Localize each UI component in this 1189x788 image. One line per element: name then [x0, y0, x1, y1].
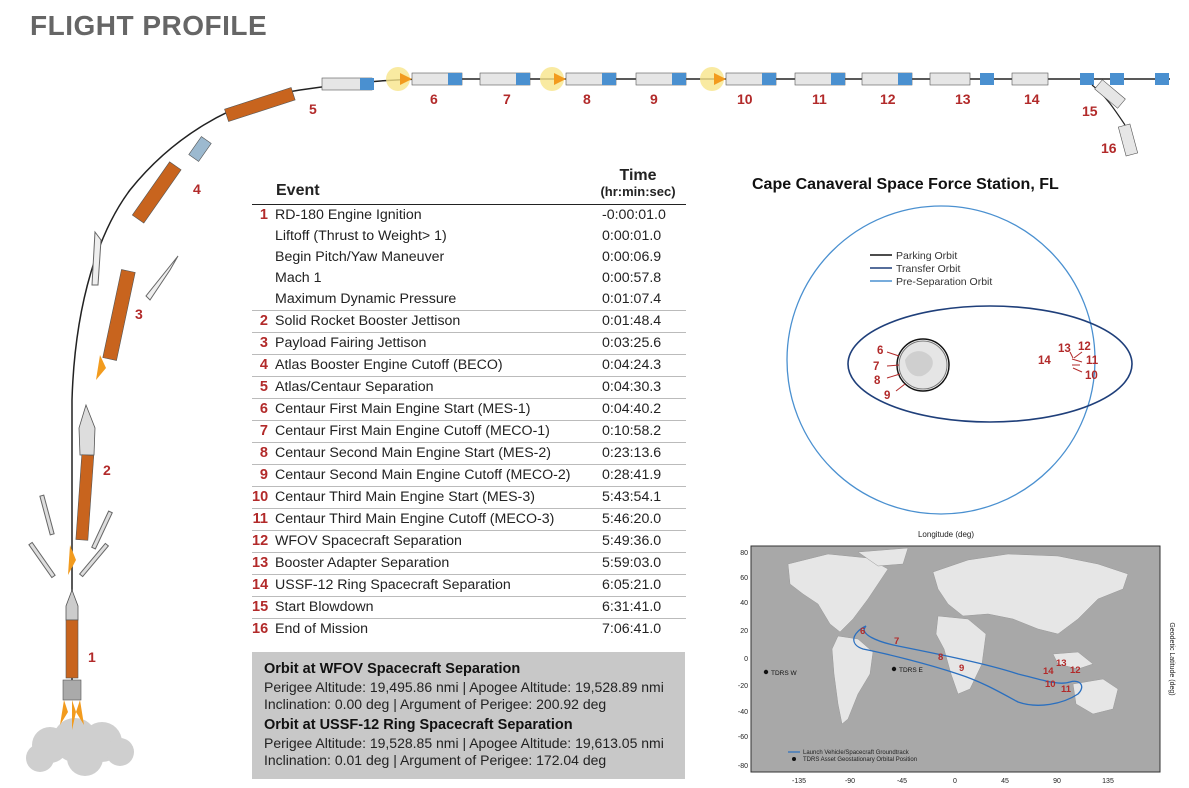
event-number: 9: [259, 467, 268, 483]
event-row: [252, 574, 686, 596]
event-time: 0:03:25.6: [602, 335, 662, 351]
event-label: Centaur Second Main Engine Start (MES-2): [275, 445, 551, 461]
event-number: 13: [252, 555, 269, 571]
orbit-label-11: 11: [1086, 355, 1099, 367]
orbit-wfov-altitudes: Perigee Altitude: 19,495.86 nmi | Apogee Altitude: 19,528.89 nmi: [264, 679, 664, 695]
groundtrack-map: [718, 524, 1178, 788]
event-row: [252, 247, 686, 268]
event-number: 11: [252, 511, 268, 527]
rocket-separation: [225, 78, 374, 122]
trajectory-label-7: 7: [503, 91, 511, 107]
event-time: 5:49:36.0: [602, 533, 662, 549]
orbit-label-12: 12: [1078, 341, 1091, 353]
map-y-title: Geodetic Latitude (deg): [1168, 622, 1175, 696]
event-row: [252, 268, 686, 289]
event-number: 1: [259, 207, 268, 223]
orbit-label-6: 6: [877, 345, 884, 357]
event-time: 5:59:03.0: [602, 555, 662, 571]
event-label: Begin Pitch/Yaw Maneuver: [275, 249, 445, 265]
event-row: [252, 420, 686, 442]
event-time: 0:28:41.9: [602, 467, 662, 483]
map-label-13: 13: [1056, 658, 1067, 669]
event-label: Centaur Third Main Engine Cutoff (MECO-3): [275, 511, 555, 527]
event-row: [252, 552, 686, 574]
map-y-tick-m80: -80: [737, 763, 748, 770]
map-label-8: 8: [938, 652, 944, 663]
orbit-label-9: 9: [884, 390, 891, 402]
event-label: Payload Fairing Jettison: [275, 335, 427, 351]
event-label: Solid Rocket Booster Jettison: [275, 313, 461, 329]
event-time: 0:04:24.3: [602, 357, 662, 373]
map-x-tick-90: 90: [1053, 778, 1061, 785]
map-y-tick-40: 40: [740, 600, 748, 607]
orbit-label-13: 13: [1058, 343, 1071, 355]
rocket-beco: [132, 137, 211, 223]
event-number: 10: [252, 489, 269, 505]
map-x-tick-m90: -90: [844, 778, 856, 785]
map-y-tick-0: 0: [744, 656, 748, 663]
orbit-label-7: 7: [873, 361, 880, 373]
legend-parking-orbit: Parking Orbit: [896, 250, 958, 262]
event-row: [252, 226, 686, 247]
tdrs-e-label: TDRS E: [899, 667, 923, 674]
rocket-srb-jettison: [29, 405, 112, 578]
tdrs-w-marker: [764, 670, 768, 674]
map-label-6: 6: [860, 626, 866, 637]
orbit-ussf12-inclination: Inclination: 0.01 deg | Argument of Perigee: 172.04 deg: [264, 752, 607, 768]
trajectory-label-2: 2: [103, 462, 111, 478]
event-row: [252, 310, 686, 332]
event-rows: [252, 204, 686, 640]
orbit-summary-box: [252, 652, 685, 779]
trajectory-label-12: 12: [880, 91, 896, 107]
orbit-diagram: [760, 200, 1160, 520]
event-number: 5: [259, 379, 268, 395]
orbit-label-8: 8: [874, 375, 881, 387]
event-time: -0:00:01.0: [602, 207, 666, 223]
event-timeline-table: [252, 160, 686, 640]
event-number: 16: [252, 621, 269, 637]
event-label: WFOV Spacecraft Separation: [275, 533, 462, 549]
event-time: 6:05:21.0: [602, 577, 662, 593]
event-label: Atlas Booster Engine Cutoff (BECO): [275, 357, 503, 373]
orbit-ussf12-heading: Orbit at USSF-12 Ring Spacecraft Separation: [264, 717, 573, 733]
map-x-tick-0: 0: [953, 778, 957, 785]
event-time: 0:00:57.8: [602, 270, 662, 286]
map-y-tick-20: 20: [740, 628, 748, 635]
time-header-units: (hr:min:sec): [600, 184, 676, 199]
event-label: Centaur Third Main Engine Start (MES-3): [275, 489, 535, 505]
event-row: [252, 398, 686, 420]
event-row: [252, 508, 686, 530]
orbit-label-14: 14: [1038, 355, 1051, 367]
event-number: 3: [259, 335, 268, 351]
event-number: 15: [252, 599, 269, 615]
trajectory-label-15: 15: [1082, 103, 1098, 119]
map-label-10: 10: [1045, 679, 1056, 690]
page-title: FLIGHT PROFILE: [30, 10, 268, 41]
event-time: 0:04:40.2: [602, 401, 662, 417]
map-label-9: 9: [959, 663, 965, 674]
map-legend-tdrs: TDRS Asset Geostationary Orbital Position: [803, 757, 918, 763]
map-label-12: 12: [1070, 665, 1081, 676]
trajectory-label-16: 16: [1101, 140, 1117, 156]
map-y-tick-m40: -40: [737, 709, 748, 716]
orbit-label-10: 10: [1085, 370, 1098, 382]
event-number: 4: [259, 357, 268, 373]
event-label: Mach 1: [275, 270, 322, 286]
orbit-ussf12-altitudes: Perigee Altitude: 19,528.85 nmi | Apogee Altitude: 19,613.05 nmi: [264, 735, 664, 751]
map-y-tick-m60: -60: [737, 734, 748, 741]
event-label: Booster Adapter Separation: [275, 555, 450, 571]
tdrs-w-label: TDRS W: [771, 670, 797, 677]
event-label: Maximum Dynamic Pressure: [275, 291, 457, 307]
trajectory-label-10: 10: [737, 91, 753, 107]
trajectory-label-4: 4: [193, 181, 201, 197]
event-number: 14: [252, 577, 269, 593]
event-time: 0:10:58.2: [602, 423, 662, 439]
event-number: 12: [252, 533, 269, 549]
trajectory-label-8: 8: [583, 91, 591, 107]
event-row: [252, 332, 686, 354]
event-row: [252, 596, 686, 618]
orbit-wfov-heading: Orbit at WFOV Spacecraft Separation: [264, 661, 521, 677]
event-row: [252, 442, 686, 464]
trajectory-label-14: 14: [1024, 91, 1040, 107]
legend-pre-separation-orbit: Pre-Separation Orbit: [896, 276, 993, 288]
tdrs-e-marker: [892, 667, 896, 671]
trajectory-label-3: 3: [135, 306, 143, 322]
event-row: [252, 618, 686, 640]
map-label-11: 11: [1061, 684, 1072, 695]
rocket-liftoff: [60, 590, 84, 730]
event-row: [252, 376, 686, 398]
event-row: [252, 354, 686, 376]
map-y-tick-60: 60: [740, 575, 748, 582]
trajectory-label-6: 6: [430, 91, 438, 107]
event-number: 2: [259, 313, 268, 329]
map-x-tick-135: 135: [1102, 778, 1114, 785]
event-time: 5:43:54.1: [602, 489, 662, 505]
time-column-header: [588, 168, 688, 200]
map-legend: [788, 750, 917, 763]
orbit-wfov-inclination: Inclination: 0.00 deg | Argument of Perigee: 200.92 deg: [264, 696, 607, 712]
event-label: USSF-12 Ring Spacecraft Separation: [275, 577, 511, 593]
event-number: 8: [259, 445, 268, 461]
legend-transfer-orbit: Transfer Orbit: [896, 263, 961, 275]
event-label: End of Mission: [275, 621, 369, 637]
launch-smoke: [26, 718, 134, 776]
event-time: 0:01:48.4: [602, 313, 662, 329]
event-number: 6: [259, 401, 268, 417]
event-time: 6:31:41.0: [602, 599, 662, 615]
map-x-tick-45: 45: [1001, 778, 1009, 785]
map-y-tick-m20: -20: [737, 683, 748, 690]
map-x-title: Longitude (deg): [917, 530, 975, 539]
event-label: Start Blowdown: [275, 599, 374, 615]
map-label-14: 14: [1043, 666, 1054, 677]
event-time: 0:00:01.0: [602, 228, 662, 244]
map-y-tick-80: 80: [740, 550, 748, 557]
event-time: 0:01:07.4: [602, 291, 662, 307]
event-label: Liftoff (Thrust to Weight> 1): [275, 228, 447, 244]
map-legend-groundtrack: Launch Vehicle/Spacecraft Groundtrack: [803, 750, 909, 756]
earth-icon: [899, 341, 947, 389]
event-row: [252, 486, 686, 508]
event-time: 0:00:06.9: [602, 249, 662, 265]
trajectory-label-13: 13: [955, 91, 971, 107]
trajectory-label-11: 11: [812, 91, 827, 107]
event-time: 0:23:13.6: [602, 445, 662, 461]
launch-site-title: Cape Canaveral Space Force Station, FL: [752, 176, 1059, 193]
event-label: Atlas/Centaur Separation: [275, 379, 434, 395]
trajectory-label-1: 1: [88, 649, 96, 665]
event-row: [252, 530, 686, 552]
orbit-legend: [870, 250, 992, 288]
centaur-stages: [386, 67, 1169, 156]
event-label: Centaur First Main Engine Cutoff (MECO-1): [275, 423, 550, 439]
time-header-label: Time: [619, 167, 657, 184]
event-label: Centaur Second Main Engine Cutoff (MECO-2): [275, 467, 571, 483]
trajectory-label-5: 5: [309, 101, 317, 117]
event-column-header: Event: [276, 182, 320, 199]
event-number: 7: [259, 423, 268, 439]
event-label: Centaur First Main Engine Start (MES-1): [275, 401, 531, 417]
event-time: 5:46:20.0: [602, 511, 662, 527]
map-x-tick-m135: -135: [791, 778, 807, 785]
event-time: 7:06:41.0: [602, 621, 662, 637]
event-row: [252, 289, 686, 310]
map-x-tick-m45: -45: [896, 778, 908, 785]
trajectory-label-9: 9: [650, 91, 658, 107]
event-label: RD-180 Engine Ignition: [275, 207, 422, 223]
event-row: [252, 205, 686, 226]
event-row: [252, 464, 686, 486]
event-time: 0:04:30.3: [602, 379, 662, 395]
map-label-7: 7: [894, 636, 900, 647]
